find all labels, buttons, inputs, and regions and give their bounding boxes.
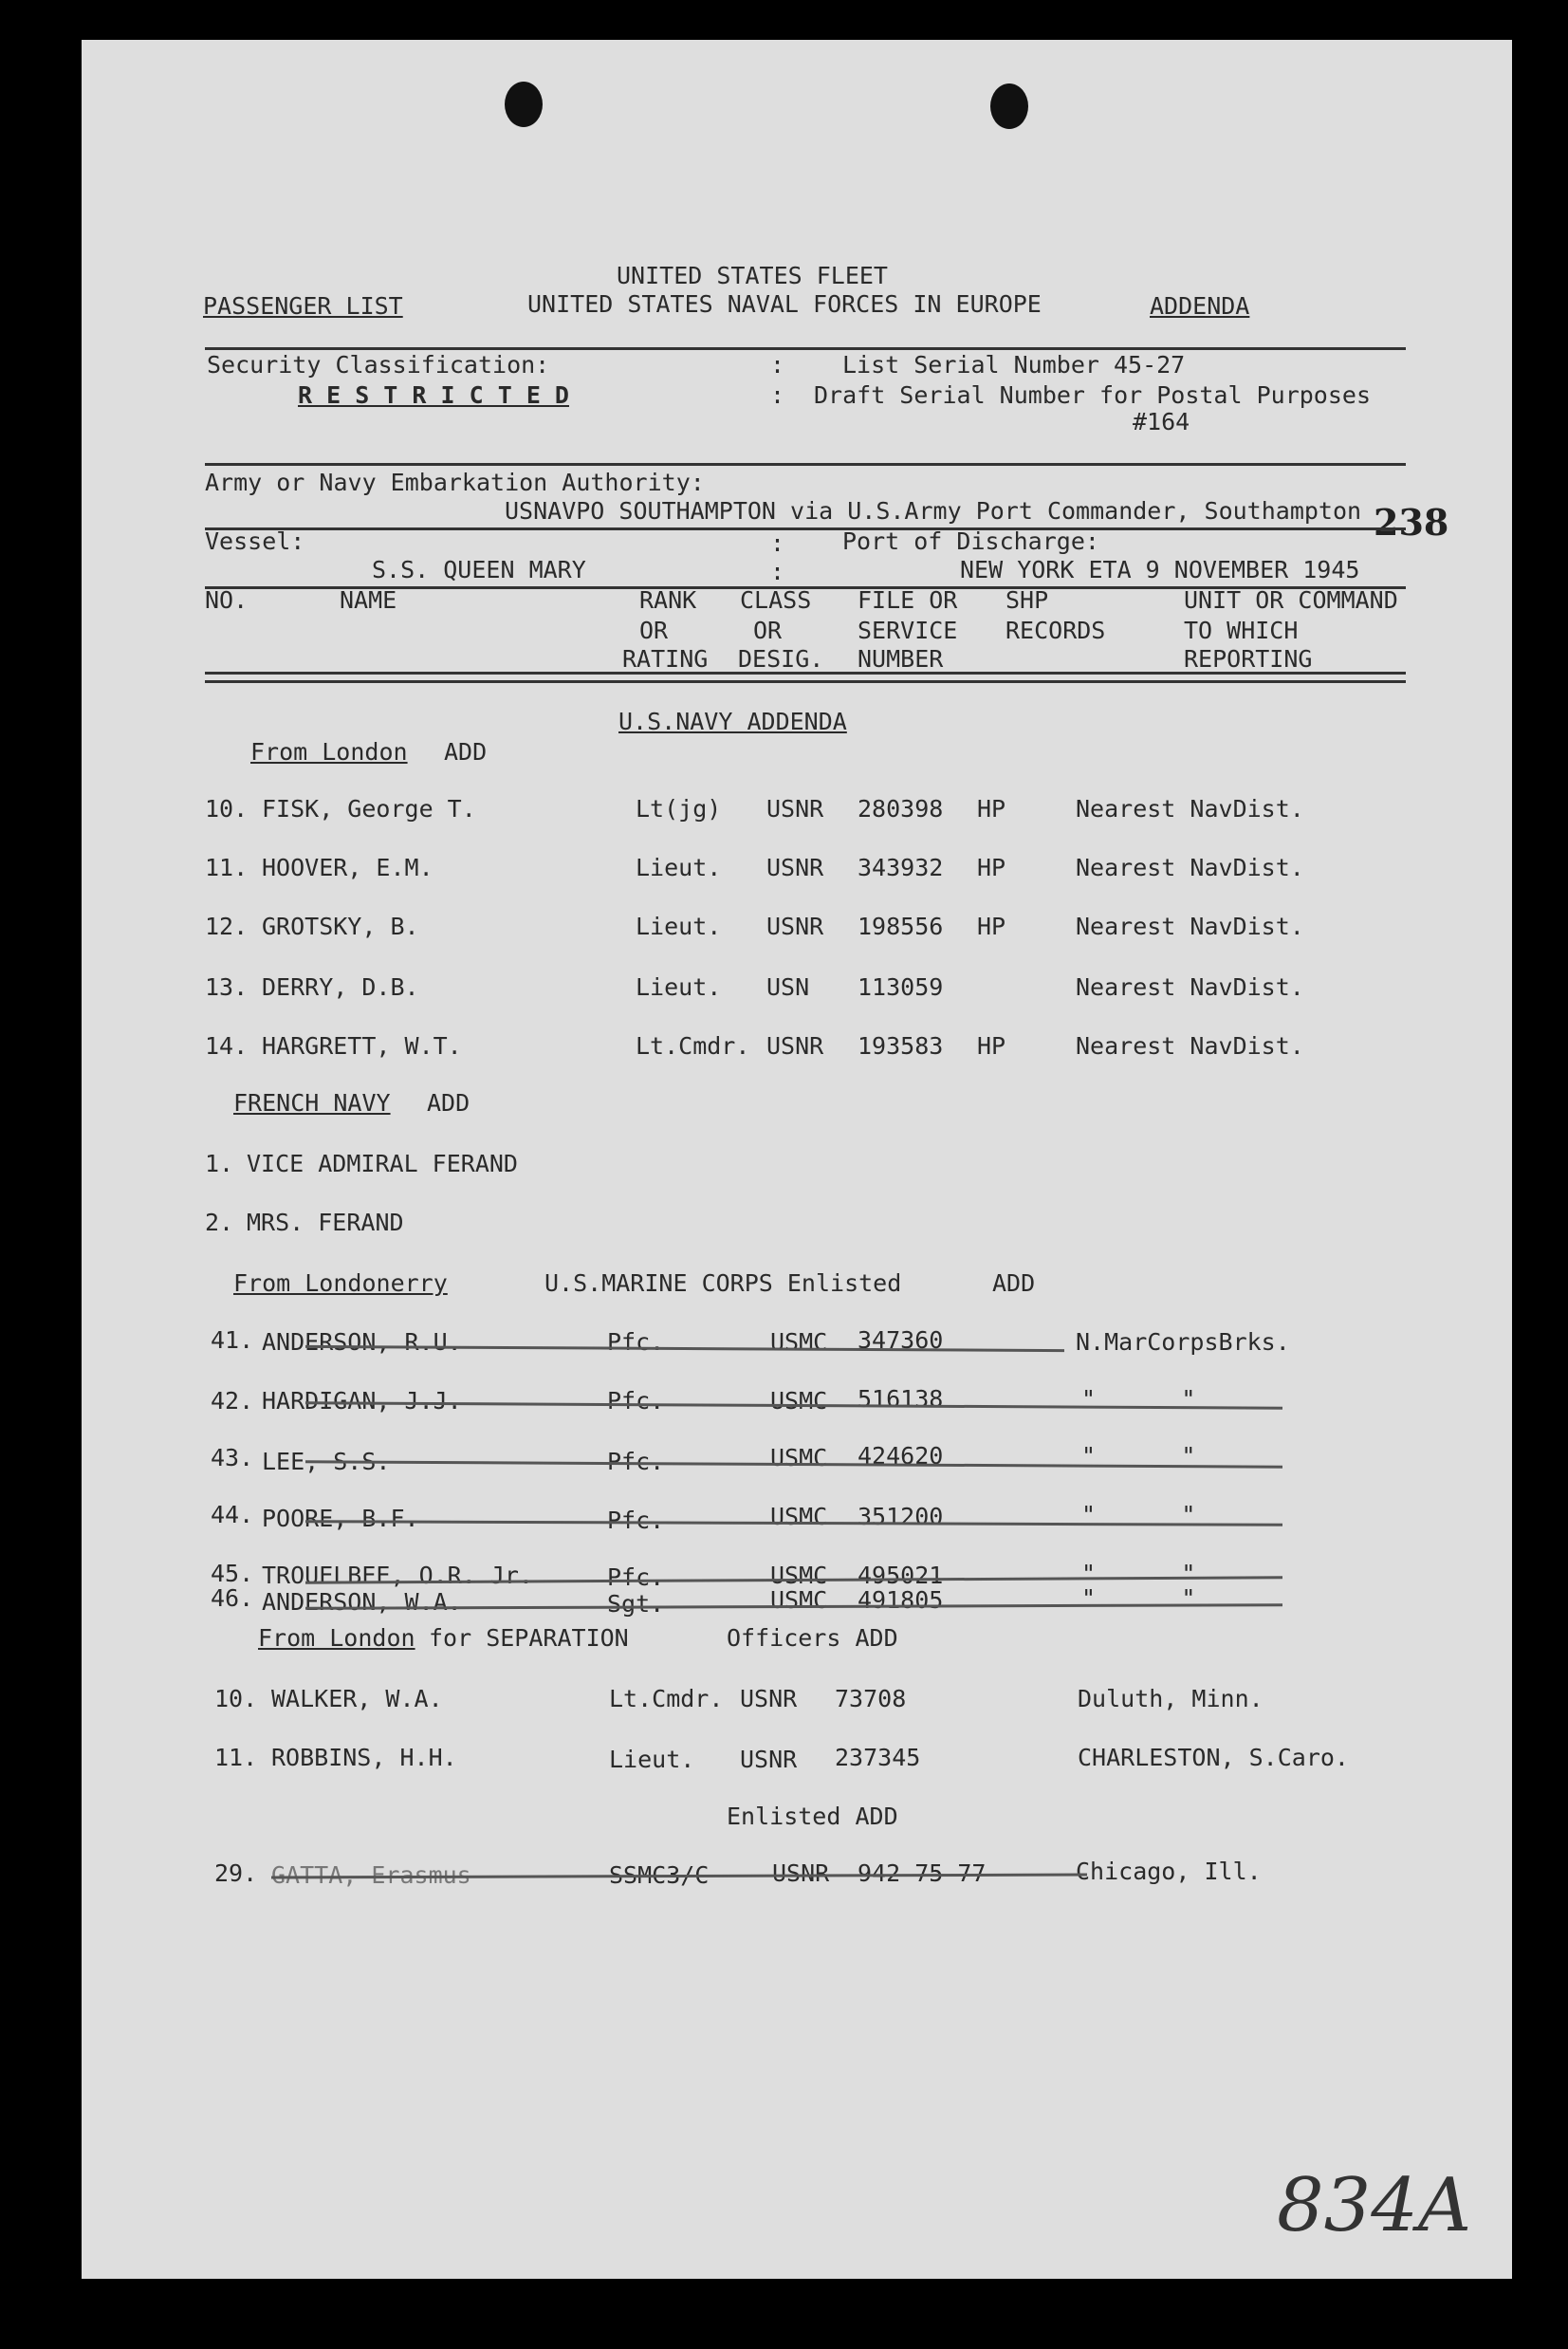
row-rank: Sgt. xyxy=(607,1590,665,1618)
row-class: USMC xyxy=(770,1444,828,1471)
col-rank-3: RATING xyxy=(622,645,709,673)
row-file: 237345 xyxy=(835,1744,921,1771)
port-value: NEW YORK ETA 9 NOVEMBER 1945 xyxy=(960,556,1360,583)
col-unit-1: UNIT OR COMMAND xyxy=(1184,586,1398,614)
row-name: ANDERSON, W.A. xyxy=(262,1588,462,1616)
security-label: Security Classification: xyxy=(207,351,550,379)
header-center-line1: UNITED STATES FLEET xyxy=(617,262,888,289)
row-no: 41. xyxy=(211,1326,254,1354)
row-rank: Lieut. xyxy=(609,1746,695,1773)
row-unit: " " xyxy=(1081,1442,1196,1470)
row-name: GATTA, Erasmus xyxy=(271,1861,471,1889)
row-class: USMC xyxy=(770,1503,828,1530)
punch-hole-right xyxy=(990,83,1028,129)
from-londonderry-label: From Londonerry xyxy=(233,1269,448,1297)
row-class: USNR xyxy=(740,1746,798,1773)
rule-vessel xyxy=(205,527,1406,530)
draft-serial-label: Draft Serial Number for Postal Purposes xyxy=(814,381,1371,409)
row-rank: Lieut. xyxy=(636,913,722,940)
col-rank-1: RANK xyxy=(639,586,697,614)
row-no: 11. xyxy=(205,854,249,881)
row-class: USNR xyxy=(766,913,824,940)
row-no: 46. xyxy=(211,1584,254,1612)
security-colon-1: : xyxy=(770,351,785,379)
row-no: 12. xyxy=(205,913,249,940)
row-unit: N.MarCorpsBrks. xyxy=(1076,1328,1290,1356)
row-name: WALKER, W.A. xyxy=(271,1685,443,1712)
header-center-line2: UNITED STATES NAVAL FORCES IN EUROPE xyxy=(527,290,1042,318)
row-name: GROTSKY, B. xyxy=(262,913,419,940)
enlisted-add: Enlisted ADD xyxy=(727,1803,898,1830)
row-rank: Lt.Cmdr. xyxy=(609,1685,724,1712)
col-class-2: OR xyxy=(753,617,783,644)
separation-for: for SEPARATION xyxy=(429,1624,629,1652)
row-ship: HP xyxy=(977,913,1006,940)
row-unit: " " xyxy=(1081,1560,1196,1587)
row-rank: Lt(jg) xyxy=(636,795,722,823)
row-name: LEE, S.S. xyxy=(262,1448,391,1475)
row-no: 10. xyxy=(205,795,249,823)
row-class: USMC xyxy=(770,1328,828,1356)
row-unit: Nearest NavDist. xyxy=(1076,1032,1304,1060)
row-file: 491805 xyxy=(858,1586,944,1614)
row-unit: Nearest NavDist. xyxy=(1076,973,1304,1001)
row-class: USN xyxy=(766,973,810,1001)
col-class-1: CLASS xyxy=(740,586,812,614)
row-class: USMC xyxy=(770,1586,828,1614)
row-file: 351200 xyxy=(858,1503,944,1530)
col-name: NAME xyxy=(340,586,397,614)
row-file: 516138 xyxy=(858,1385,944,1413)
row-file: 942 75 77 xyxy=(858,1859,987,1887)
row-class: USMC xyxy=(770,1562,828,1589)
row-file: 193583 xyxy=(858,1032,944,1060)
row-class: USNR xyxy=(766,795,824,823)
col-ship-1: SHP xyxy=(1005,586,1049,614)
french-navy-label: FRENCH NAVY xyxy=(233,1089,391,1117)
row-unit: " " xyxy=(1081,1385,1196,1413)
officers-add: Officers ADD xyxy=(727,1624,898,1652)
row-name: POORE, B.F. xyxy=(262,1505,419,1532)
row-name: HOOVER, E.M. xyxy=(262,854,434,881)
row-class: USNR xyxy=(766,1032,824,1060)
row-name: FISK, George T. xyxy=(262,795,476,823)
row-name: TROUELBEE, O.R. Jr. xyxy=(262,1562,533,1589)
row-rank: Pfc. xyxy=(607,1387,665,1415)
rule-double xyxy=(205,672,1406,683)
col-file-3: NUMBER xyxy=(858,645,944,673)
navy-addenda-title: U.S.NAVY ADDENDA xyxy=(618,708,847,735)
row-class: USNR xyxy=(740,1685,798,1712)
row-rank: Pfc. xyxy=(607,1328,665,1356)
row-no: 29. xyxy=(214,1859,258,1887)
marine-add: ADD xyxy=(992,1269,1036,1297)
row-rank: Pfc. xyxy=(607,1507,665,1534)
row-name: HARDIGAN, J.J. xyxy=(262,1387,462,1415)
row-no: 13. xyxy=(205,973,249,1001)
col-file-2: SERVICE xyxy=(858,617,958,644)
rule-top xyxy=(205,347,1406,350)
row-name: DERRY, D.B. xyxy=(262,973,419,1001)
row-no: 14. xyxy=(205,1032,249,1060)
row-unit: Nearest NavDist. xyxy=(1076,854,1304,881)
header-left-title: PASSENGER LIST xyxy=(203,292,403,320)
row-class: USMC xyxy=(770,1387,828,1415)
row-unit: Nearest NavDist. xyxy=(1076,913,1304,940)
row-rank: Lt.Cmdr. xyxy=(636,1032,750,1060)
authority-value: USNAVPO SOUTHAMPTON via U.S.Army Port Commander, Southampton xyxy=(505,497,1362,525)
row-rank: Lieut. xyxy=(636,973,722,1001)
vessel-label: Vessel: xyxy=(205,527,305,555)
row-rank: Lieut. xyxy=(636,854,722,881)
row-class: USNR xyxy=(772,1859,830,1887)
row-ship: HP xyxy=(977,854,1006,881)
row-ship: HP xyxy=(977,795,1006,823)
row-unit: Chicago, Ill. xyxy=(1076,1858,1262,1885)
vessel-colon-1: : xyxy=(770,529,785,557)
from-london-label: From London xyxy=(250,738,408,766)
row-file: 347360 xyxy=(858,1326,944,1354)
row-no: 10. xyxy=(214,1685,258,1712)
col-ship-2: RECORDS xyxy=(1005,617,1106,644)
row-unit: Duluth, Minn. xyxy=(1078,1685,1264,1712)
row-file: 198556 xyxy=(858,913,944,940)
row-rank: Pfc. xyxy=(607,1563,665,1591)
row-file: 495021 xyxy=(858,1562,944,1589)
separation-from-london: From London xyxy=(258,1624,415,1652)
french-navy-add: ADD xyxy=(427,1089,470,1117)
page-stamp-number: 238 xyxy=(1374,501,1449,544)
handwritten-number: 834A xyxy=(1277,2163,1472,2248)
col-unit-2: TO WHICH xyxy=(1184,617,1299,644)
row-no: 43. xyxy=(211,1444,254,1471)
row-file: 280398 xyxy=(858,795,944,823)
row-unit: Nearest NavDist. xyxy=(1076,795,1304,823)
marine-corps-title: U.S.MARINE CORPS Enlisted xyxy=(544,1269,902,1297)
row-no: 1. xyxy=(205,1150,234,1177)
row-no: 42. xyxy=(211,1387,254,1415)
row-file: 73708 xyxy=(835,1685,907,1712)
col-class-3: DESIG. xyxy=(738,645,824,673)
row-no: 11. xyxy=(214,1744,258,1771)
row-name: MRS. FERAND xyxy=(247,1209,404,1236)
vessel-colon-2: : xyxy=(770,558,785,585)
row-class: USNR xyxy=(766,854,824,881)
vessel-value: S.S. QUEEN MARY xyxy=(372,556,586,583)
draft-serial-number: #164 xyxy=(1133,408,1190,435)
col-rank-2: OR xyxy=(639,617,669,644)
row-file: 343932 xyxy=(858,854,944,881)
security-colon-2: : xyxy=(770,381,785,409)
row-unit: " " xyxy=(1081,1501,1196,1528)
row-ship: HP xyxy=(977,1032,1006,1060)
punch-hole-left xyxy=(505,82,543,127)
row-unit: " " xyxy=(1081,1584,1196,1612)
row-name: VICE ADMIRAL FERAND xyxy=(247,1150,518,1177)
authority-label: Army or Navy Embarkation Authority: xyxy=(205,469,705,496)
row-name: ANDERSON, R.U. xyxy=(262,1328,462,1356)
document-page xyxy=(82,40,1512,2279)
header-right-title: ADDENDA xyxy=(1150,292,1250,320)
row-rank: SSMC3/C xyxy=(609,1861,710,1889)
col-unit-3: REPORTING xyxy=(1184,645,1313,673)
port-label: Port of Discharge: xyxy=(842,527,1099,555)
row-name: ROBBINS, H.H. xyxy=(271,1744,457,1771)
row-no: 44. xyxy=(211,1501,254,1528)
row-unit: CHARLESTON, S.Caro. xyxy=(1078,1744,1349,1771)
rule-authority xyxy=(205,463,1406,466)
row-file: 424620 xyxy=(858,1442,944,1470)
col-no: NO. xyxy=(205,586,249,614)
security-value: R E S T R I C T E D xyxy=(298,381,569,409)
row-name: HARGRETT, W.T. xyxy=(262,1032,462,1060)
row-file: 113059 xyxy=(858,973,944,1001)
row-no: 2. xyxy=(205,1209,234,1236)
row-no: 45. xyxy=(211,1560,254,1587)
col-file-1: FILE OR xyxy=(858,586,958,614)
row-rank: Pfc. xyxy=(607,1448,665,1475)
from-london-add: ADD xyxy=(444,738,488,766)
list-serial-number: List Serial Number 45-27 xyxy=(842,351,1186,379)
